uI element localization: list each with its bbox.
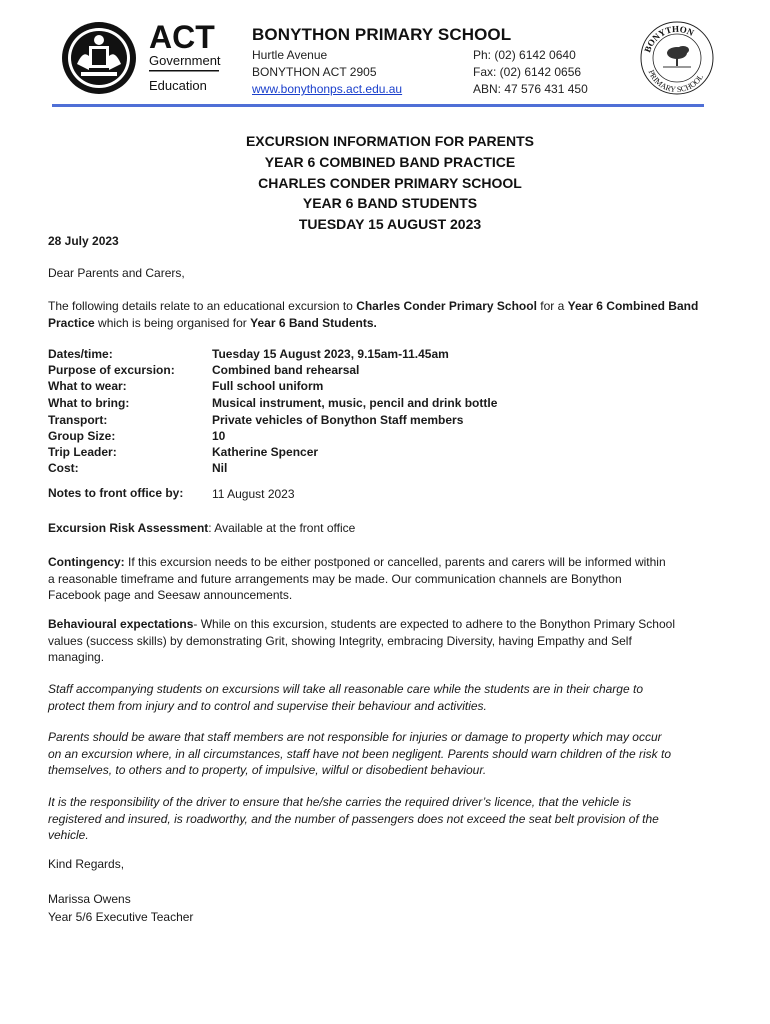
notes-label: Notes to front office by: — [48, 486, 184, 500]
closing: Kind Regards, — [48, 857, 125, 871]
detail-label-dates: Dates/time: — [48, 347, 113, 361]
detail-value-bring: Musical instrument, music, pencil and drink bottle — [212, 396, 498, 410]
phone-number: Ph: (02) 6142 0640 — [473, 48, 576, 62]
letter-date: 28 July 2023 — [48, 234, 119, 248]
title-line-3: CHARLES CONDER PRIMARY SCHOOL — [258, 174, 522, 191]
detail-label-cost: Cost: — [48, 461, 79, 475]
detail-value-wear: Full school uniform — [212, 379, 324, 393]
signer-title: Year 5/6 Executive Teacher — [48, 910, 194, 924]
website-link[interactable]: www.bonythonps.act.edu.au — [252, 82, 403, 96]
logo-government-text: Government — [149, 53, 221, 68]
title-line-1: EXCURSION INFORMATION FOR PARENTS — [245, 133, 535, 149]
driver-paragraph: It is the responsibility of the driver to ensure that he/she carries the required driver’s licence, that the vehicle is registered and insured, is roadworthy, and the number of passengers does not exceed the seat belt provision of the vehicle. — [48, 795, 659, 843]
detail-value-cost: Nil — [212, 461, 228, 475]
detail-value-group-size: 10 — [212, 429, 226, 443]
title-line-4: YEAR 6 BAND STUDENTS — [302, 195, 478, 212]
detail-label-transport: Transport: — [48, 413, 108, 427]
header-divider — [52, 104, 704, 107]
staff-care-paragraph: Staff accompanying students on excursions will take all reasonable care while the students are in their charge to protect them from injury and to control and supervise their behaviour and activities. — [48, 682, 643, 713]
act-government-logo — [59, 20, 229, 98]
notes-value: 11 August 2023 — [212, 487, 295, 501]
school-name: BONYTHON PRIMARY SCHOOL — [252, 25, 512, 44]
title-line-2: YEAR 6 COMBINED BAND PRACTICE — [264, 153, 516, 170]
detail-label-wear: What to wear: — [48, 379, 127, 393]
behaviour-paragraph: Behavioural expectations- While on this excursion, students are expected to adhere to the Bonython Primary School values (success skills) by demonstrating Grit, showing Integrity, embracing Diversity, having Empathy and Self managing. — [48, 617, 675, 665]
address-line1: Hurtle Avenue — [252, 48, 328, 62]
detail-label-trip-leader: Trip Leader: — [48, 445, 117, 459]
abn-number: ABN: 47 576 431 450 — [473, 82, 588, 96]
intro-paragraph: The following details relate to an educational excursion to Charles Conder Primary School for a Year 6 Combined Band Practice which is being organised for Year 6 Band Students. — [48, 299, 699, 330]
detail-label-bring: What to bring: — [48, 396, 130, 410]
address-line2: BONYTHON ACT 2905 — [252, 65, 377, 79]
salutation: Dear Parents and Carers, — [48, 266, 185, 280]
detail-value-transport: Private vehicles of Bonython Staff members — [212, 413, 464, 427]
detail-value-trip-leader: Katherine Spencer — [212, 445, 319, 459]
fax-number: Fax: (02) 6142 0656 — [473, 65, 582, 79]
logo-act-text: ACT — [149, 20, 215, 55]
title-line-5: TUESDAY 15 AUGUST 2023 — [298, 216, 482, 233]
detail-label-group-size: Group Size: — [48, 429, 116, 443]
risk-assessment: Excursion Risk Assessment: Available at the front office — [48, 521, 356, 535]
liability-paragraph: Parents should be aware that staff members are not responsible for injuries or damage to property which may occur on an excursion where, in all circumstances, staff have not been negligent. Parents should warn children of the risk to themselves, to others and to property, of impulsive, wilful or disobedient behaviour. — [48, 730, 672, 778]
detail-value-purpose: Combined band rehearsal — [212, 363, 360, 377]
detail-label-purpose: Purpose of excursion: — [48, 363, 175, 377]
school-seal-logo — [639, 20, 715, 96]
detail-value-dates: Tuesday 15 August 2023, 9.15am-11.45am — [212, 347, 449, 361]
signer-name: Marissa Owens — [48, 892, 131, 906]
logo-education-text: Education — [149, 78, 207, 93]
contingency-paragraph: Contingency: If this excursion needs to be either postponed or cancelled, parents and carers will be informed within a reasonable timeframe and future arrangements may be made. Our communication channels are Bonython Facebook page and Seesaw announcements. — [48, 555, 666, 603]
document-titles — [0, 131, 770, 235]
seal-top-text: BONYTHON — [642, 23, 696, 54]
seal-bottom-text: PRIMARY SCHOOL — [646, 68, 706, 95]
website-row — [252, 82, 402, 96]
